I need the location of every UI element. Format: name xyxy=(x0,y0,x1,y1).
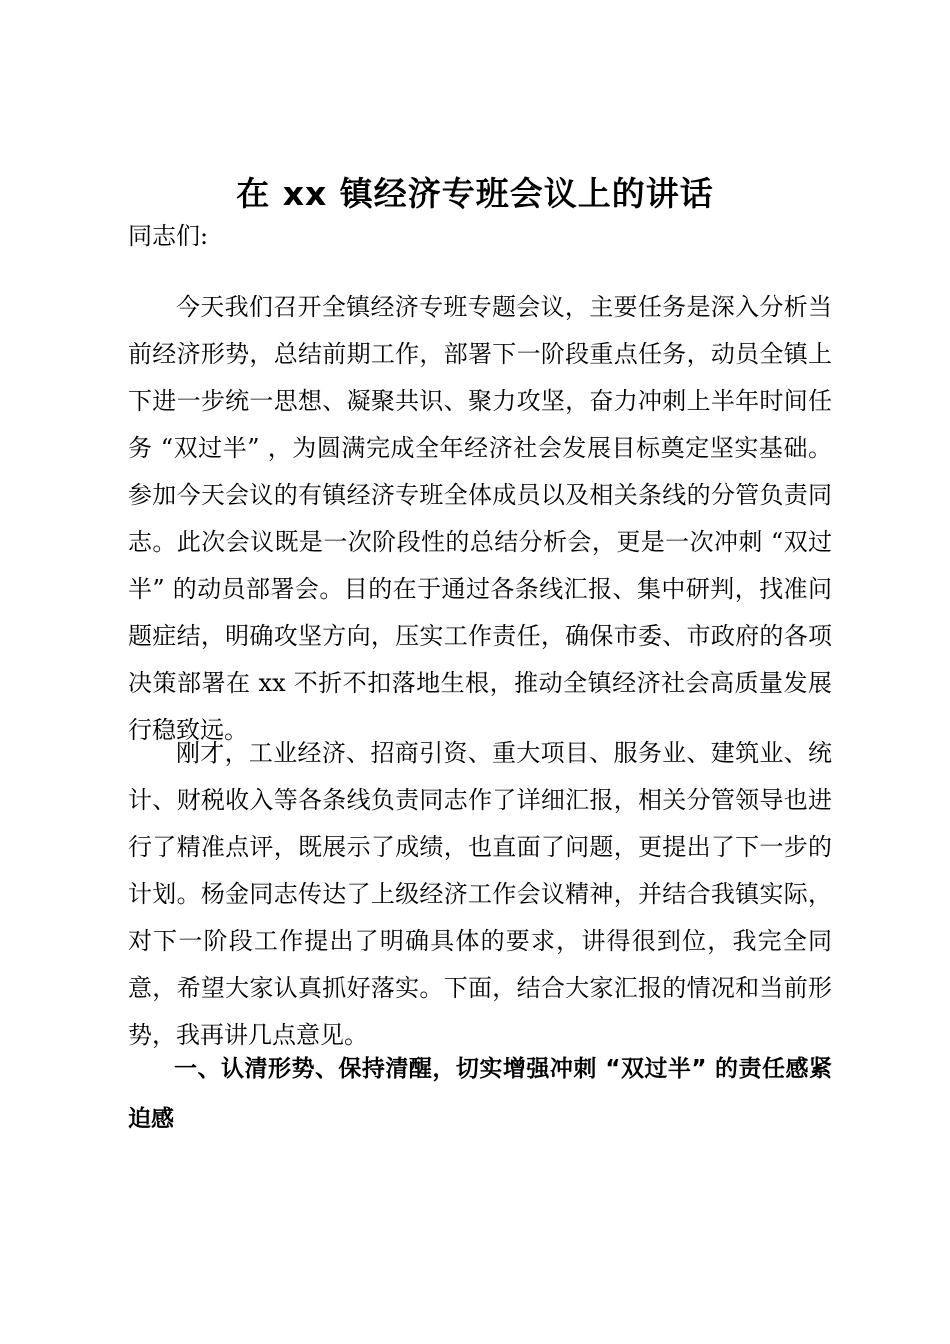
section-heading-1: 一、认清形势、保持清醒，切实增强冲刺 “双过半” 的责任感紧迫感 xyxy=(128,1056,832,1132)
body-paragraph-1 xyxy=(128,284,832,754)
paragraph-text: 刚才，工业经济、招商引资、重大项目、服务业、建筑业、统计、财税收入等各条线负责同志作了详细汇报，相关分管领导也进行了精准点评，既展示了成绩，也直面了问题，更提出了下一步的计划。杨金同志传达了上级经济工作会议精神，并结合我镇实际，对下一阶段工作提出了明确具体的要求，讲得很到位，我完全同意，希望大家认真抓好落实。下面，结合大家汇报的情况和当前形势，我再讲几点意见。 xyxy=(128,739,832,1049)
body-paragraph-2 xyxy=(128,730,832,1059)
paragraph-text: 今天我们召开全镇经济专班专题会议，主要任务是深入分析当前经济形势，总结前期工作，部署下一阶段重点任务，动员全镇上下进一步统一思想、凝聚共识、聚力攻坚，奋力冲刺上半年时间任务 “双过半” ，为圆满完成全年经济社会发展目标奠定坚实基础。参加今天会议的有镇经济专班全体成员以及相关条线的分管负责同志。此次会议既是一次阶段性的总结分析会，更是一次冲刺 “双过半” 的动员部署会。目的在于通过各条线汇报、集中研判，找准问题症结，明确攻坚方向，压实工作责任，确保市委、市政府的各项决策部署在 xx 不折不扣落地生根，推动全镇经济社会高质量发展行稳致远。 xyxy=(128,293,832,744)
salutation: 同志们: xyxy=(128,222,209,250)
document-title: 在 xx 镇经济专班会议上的讲话 xyxy=(236,174,714,213)
